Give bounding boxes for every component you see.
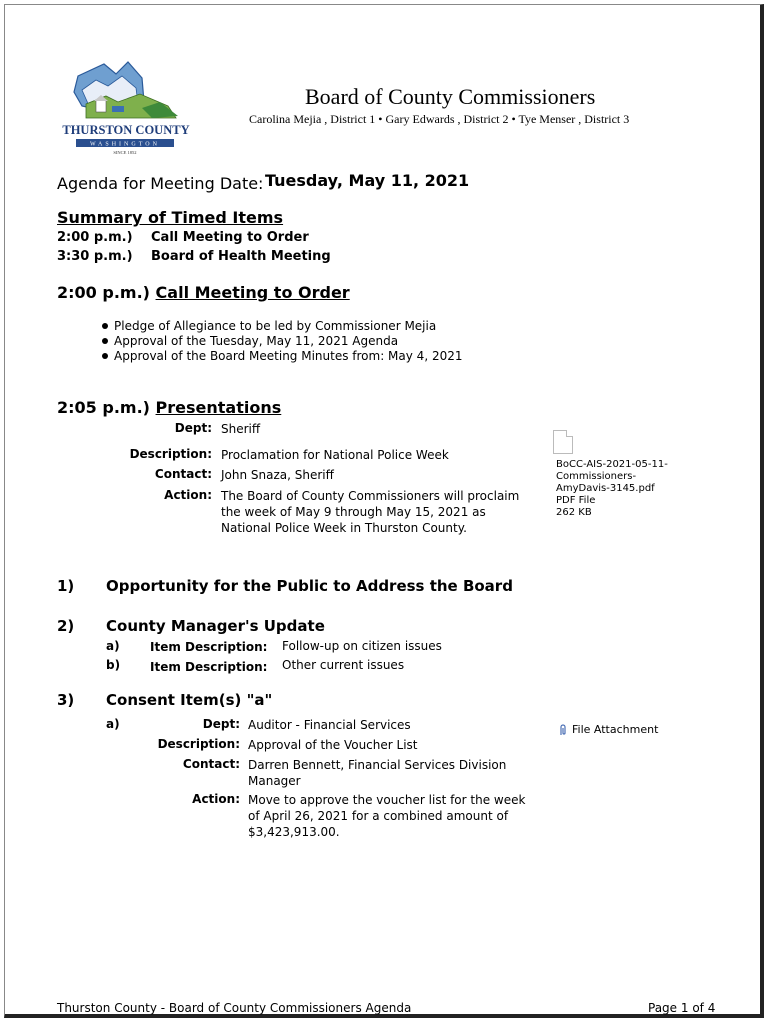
summary-item-name: Call Meeting to Order [151,230,309,245]
section-title: Presentations [155,398,282,417]
contact-value: John Snaza, Sheriff [221,468,334,482]
page-number: Page 1 of 4 [648,1001,716,1015]
list-item: Approval of the Tuesday, May 11, 2021 Agenda [102,334,463,349]
contact-label: Contact: [154,467,212,481]
item-title: County Manager's Update [106,617,325,635]
dept-value: Sheriff [221,422,261,436]
presentations-heading [57,398,281,417]
item-description-value: Other current issues [282,658,405,672]
sub-item-letter: a) [106,639,120,653]
item-description-label: Item Description: [150,640,268,654]
pdf-attachment-link[interactable]: BoCC-AIS-2021-05-11- Commissioners- AmyDavis-3145.pdf PDF File 262 KB [556,459,668,518]
page-title: Board of County Commissioners [305,84,596,109]
item-number: 1) [57,577,75,595]
footer-title: Thurston County - Board of County Commissioners Agenda [57,1001,412,1015]
meeting-date-label: Agenda for Meeting Date: [57,174,264,193]
sub-item-letter: a) [106,717,120,731]
description-value: Proclamation for National Police Week [221,448,449,462]
item-description-value: Follow-up on citizen issues [282,639,442,653]
description-label: Description: [157,737,240,751]
list-item: Approval of the Board Meeting Minutes from: May 4, 2021 [102,349,463,364]
action-label: Action: [192,792,240,806]
file-attachment-link[interactable]: File Attachment [572,723,659,736]
call-to-order-list [102,319,463,364]
bullet-icon [102,338,108,344]
summary-time: 3:30 p.m.) [57,249,133,264]
summary-item-name: Board of Health Meeting [151,249,331,264]
section-time: 2:05 p.m.) [57,398,150,417]
commissioner-list: Carolina Mejia , District 1 • Gary Edwards , District 2 • Tye Menser , District 3 [249,112,630,126]
item-number: 3) [57,691,75,709]
list-item: Pledge of Allegiance to be led by Commissioner Mejia [102,319,463,334]
pdf-file-icon[interactable] [553,430,573,454]
action-value: Move to approve the voucher list for the week of April 26, 2021 for a combined amount of $3,423,913.00. [248,793,526,839]
action-label: Action: [164,488,212,502]
summary-title: Summary of Timed Items [57,208,284,227]
item-number: 2) [57,617,75,635]
action-value: The Board of County Commissioners will proclaim the week of May 9 through May 15, 2021 as National Police Week in Thurston County. [221,489,520,535]
dept-label: Dept: [174,421,212,435]
logo-sub: WASHINGTON [90,141,160,148]
sub-item-letter: b) [106,658,121,672]
call-to-order-heading [57,283,350,302]
meeting-date: Tuesday, May 11, 2021 [265,171,470,190]
bullet-icon [102,353,108,359]
item-title: Opportunity for the Public to Address the Board [106,577,513,595]
item-title: Consent Item(s) "a" [106,691,273,709]
dept-value: Auditor - Financial Services [248,718,411,732]
section-time: 2:00 p.m.) [57,283,150,302]
bullet-icon [102,323,108,329]
paperclip-icon[interactable] [558,723,568,737]
logo-since: SINCE 1852 [113,150,137,155]
dept-label: Dept: [202,717,240,731]
item-description-label: Item Description: [150,660,268,674]
contact-value: Darren Bennett, Financial Services Division Manager [248,758,507,788]
description-label: Description: [129,447,212,461]
section-title: Call Meeting to Order [155,283,350,302]
summary-time: 2:00 p.m.) [57,230,133,245]
description-value: Approval of the Voucher List [248,738,418,752]
logo-text: THURSTON COUNTY [62,123,190,137]
contact-label: Contact: [182,757,240,771]
thurston-county-logo [56,56,196,160]
